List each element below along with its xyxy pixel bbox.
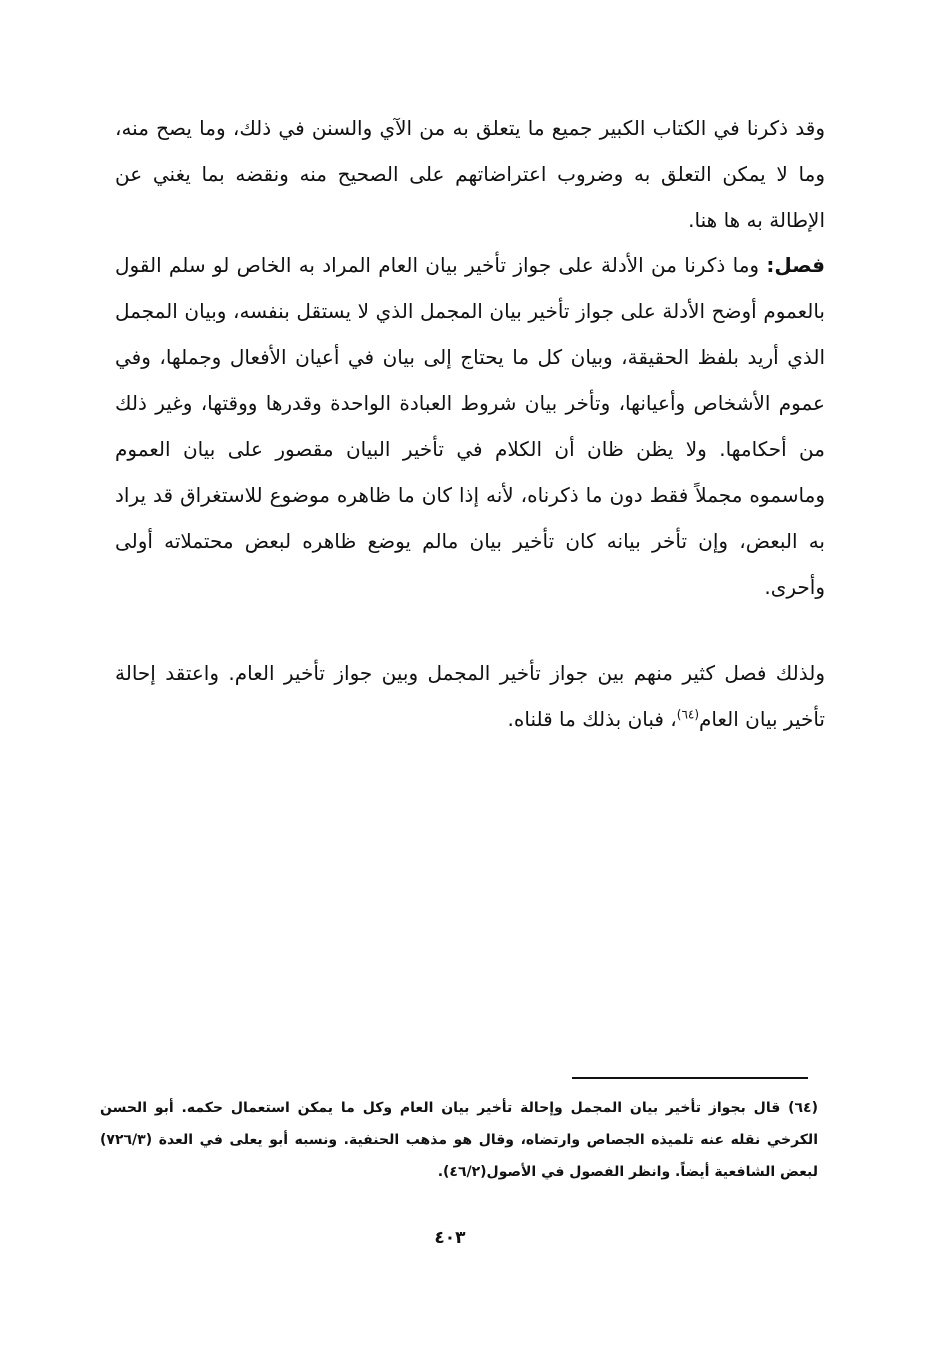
footnote-64: [100, 1092, 818, 1188]
paragraph-3: [115, 650, 825, 742]
paragraph-2-text: وما ذكرنا من الأدلة على جواز تأخير بيان العام المراد به الخاص لو سلم القول بالعموم أوضح الأدلة على جواز تأخير بيان المجمل الذي لا يستقل بنفسه، وبيان المجمل الذي أريد بلفظ الحقيقة، وبيان كل ما يحتاج إلى بيان في أعيان الأفعال وجملها، وفي عموم الأشخاص وأعيانها، وتأخر بيان شروط العبادة الواحدة وقدرها ووقتها، وغير ذلك من أحكامها. ولا يظن ظان أن الكلام في تأخير البيان مقصور على بيان العموم وماسموه مجملاً فقط دون ما ذكرناه، لأنه إذا كان ما ظاهره موضوع للاستغراق قد يراد به البعض، وإن تأخر بيانه كان تأخير بيان مالم يوضع ظاهره لبعض محتملاته أولى وأحرى.: [115, 253, 825, 599]
paragraph-3-text-end: ، فبان بذلك ما قلناه.: [507, 707, 677, 731]
footnote-divider: [572, 1077, 808, 1079]
paragraph-1: [115, 105, 825, 243]
section-heading-fasl: فصل:: [766, 253, 825, 277]
paragraph-1-text: وقد ذكرنا في الكتاب الكبير جميع ما يتعلق به من الآي والسنن في ذلك، وما يصح منه، وما لا يمكن التعلق به وضروب اعتراضاتهم على الصحيح منه ونقضه بما يغني عن الإطالة به ها هنا.: [115, 116, 825, 232]
footnote-text: (٦٤) قال بجواز تأخير بيان المجمل وإحالة تأخير بيان العام وكل ما يمكن استعمال حكمه. أبو الحسن الكرخي نقله عنه تلميذه الجصاص وارتضاه، وقال هو مذهب الحنفية. ونسبه أبو يعلى في العدة (٧٢٦/٣) لبعض الشافعية أيضاً. وانظر الفصول في الأصول(٤٦/٢).: [100, 1100, 818, 1180]
page-number: ٤٠٣: [434, 1228, 466, 1248]
paragraph-3-text-start: ولذلك فصل كثير منهم بين جواز تأخير المجمل وبين جواز تأخير العام. واعتقد إحالة تأخير بيان العام: [115, 661, 825, 731]
footnote-reference[interactable]: (٦٤): [676, 707, 700, 722]
paragraph-2: [115, 242, 825, 610]
